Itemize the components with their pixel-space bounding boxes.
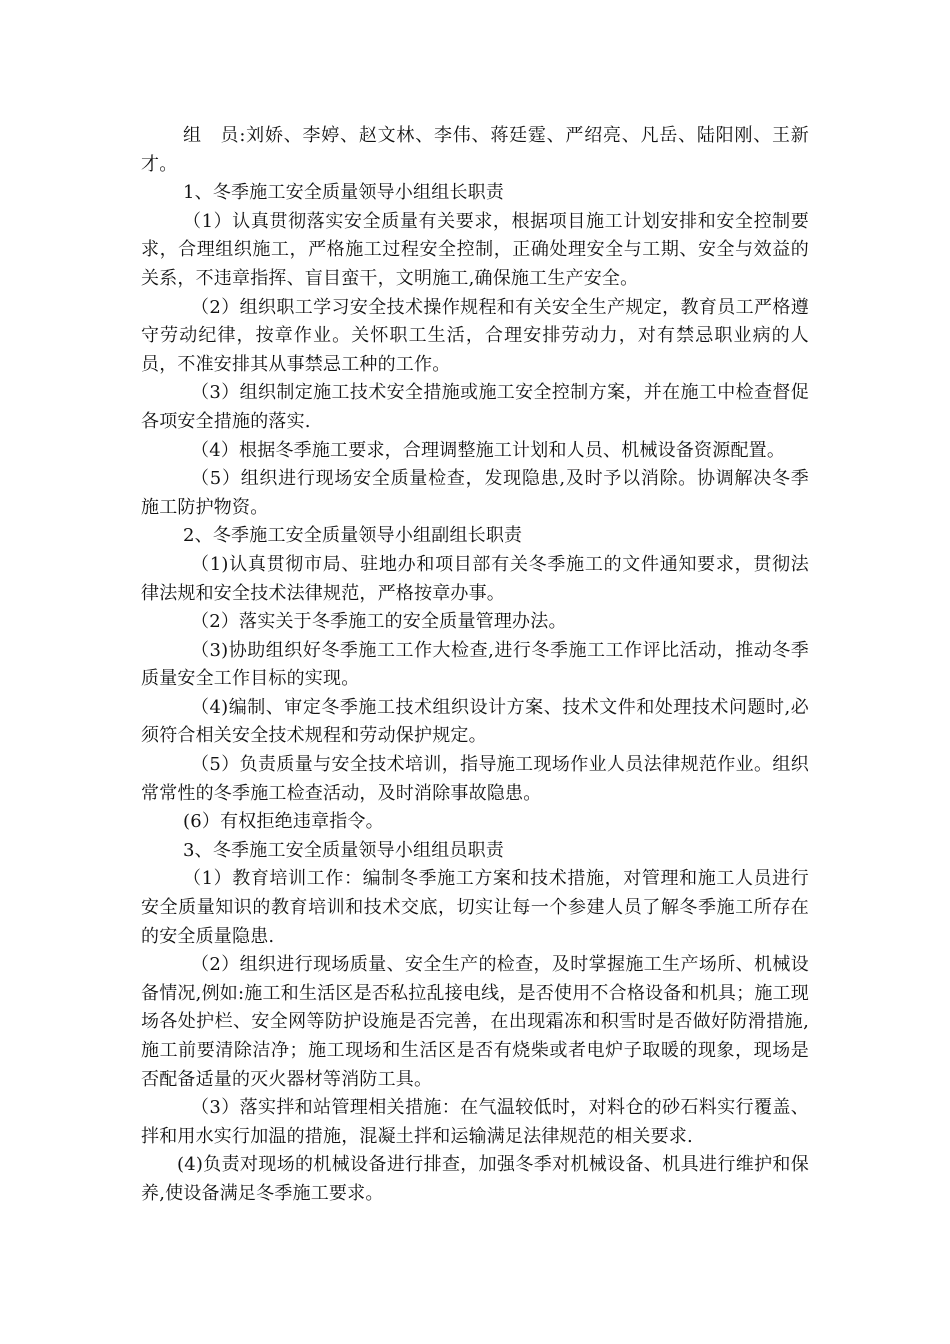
deputy-duty-item-6: (6）有权拒绝违章指令。 bbox=[183, 811, 384, 833]
member-list-paragraph: 组 员:刘娇、李婷、赵文林、李伟、蒋廷霆、严绍亮、凡岳、陆阳刚、王新才。 bbox=[141, 125, 809, 175]
deputy-duty-item-3: （3)协助组织好冬季施工工作大检查,进行冬季施工工作评比活动，推动冬季质量安全工作目标的实现。 bbox=[141, 639, 809, 690]
deputy-duty-item-1: （1)认真贯彻市局、驻地办和项目部有关冬季施工的文件通知要求，贯彻法律法规和安全技术法律规范，严格按章办事。 bbox=[141, 553, 809, 604]
section-heading-leader-duties: 1、冬季施工安全质量领导小组组长职责 bbox=[183, 182, 505, 204]
leader-duty-item-1: （1）认真贯彻落实安全质量有关要求，根据项目施工计划安排和安全控制要求，合理组织施工，严格施工过程安全控制，正确处理安全与工期、安全与效益的关系，不违章指挥、盲目蛮干，文明施工,确保施工生产安全。 bbox=[141, 210, 809, 289]
member-duty-item-4: (4)负责对现场的机械设备进行排查，加强冬季对机械设备、机具进行维护和保养,使设备满足冬季施工要求。 bbox=[141, 1154, 809, 1204]
deputy-duty-item-5: （5）负责质量与安全技术培训，指导施工现场作业人员法律规范作业。组织常常性的冬季施工检查活动，及时消除事故隐患。 bbox=[141, 754, 809, 804]
member-duty-item-3: （3）落实拌和站管理相关措施：在气温较低时，对料仓的砂石料实行覆盖、拌和用水实行加温的措施，混凝土拌和运输满足法律规范的相关要求. bbox=[141, 1097, 809, 1147]
leader-duty-item-4: （4）根据冬季施工要求，合理调整施工计划和人员、机械设备资源配置。 bbox=[191, 439, 786, 461]
leader-duty-item-3: （3）组织制定施工技术安全措施或施工安全控制方案，并在施工中检查督促各项安全措施的落实. bbox=[141, 382, 809, 432]
document-page bbox=[141, 122, 809, 1209]
member-duty-item-2: （2）组织进行现场质量、安全生产的检查，及时掌握施工生产场所、机械设备情况,例如:施工和生活区是否私拉乱接电线，是否使用不合格设备和机具；施工现场各处护栏、安全网等防护设施是否完善，在出现霜冻和积雪时是否做好防滑措施,施工前要清除洁净；施工现场和生活区是否有烧柴或者电炉子取暖的现象，现场是否配备适量的灭火器材等消防工具。 bbox=[141, 954, 809, 1090]
deputy-duty-item-4: （4)编制、审定冬季施工技术组织设计方案、技术文件和处理技术问题时,必须符合相关安全技术规程和劳动保护规定。 bbox=[141, 696, 809, 747]
leader-duty-item-5: （5）组织进行现场安全质量检查，发现隐患,及时予以消除。协调解决冬季施工防护物资。 bbox=[141, 468, 809, 518]
deputy-duty-item-2: （2）落实关于冬季施工的安全质量管理办法。 bbox=[191, 611, 567, 633]
leader-duty-item-2: （2）组织职工学习安全技术操作规程和有关安全生产规定，教育员工严格遵守劳动纪律，按章作业。关怀职工生活，合理安排劳动力，对有禁忌职业病的人员，不准安排其从事禁忌工种的工作。 bbox=[141, 296, 809, 375]
section-heading-deputy-duties: 2、冬季施工安全质量领导小组副组长职责 bbox=[183, 525, 523, 547]
member-duty-item-1: （1）教育培训工作：编制冬季施工方案和技术措施，对管理和施工人员进行安全质量知识的教育培训和技术交底，切实让每一个参建人员了解冬季施工所存在的安全质量隐患. bbox=[141, 868, 809, 947]
section-heading-member-duties: 3、冬季施工安全质量领导小组组员职责 bbox=[183, 839, 505, 861]
